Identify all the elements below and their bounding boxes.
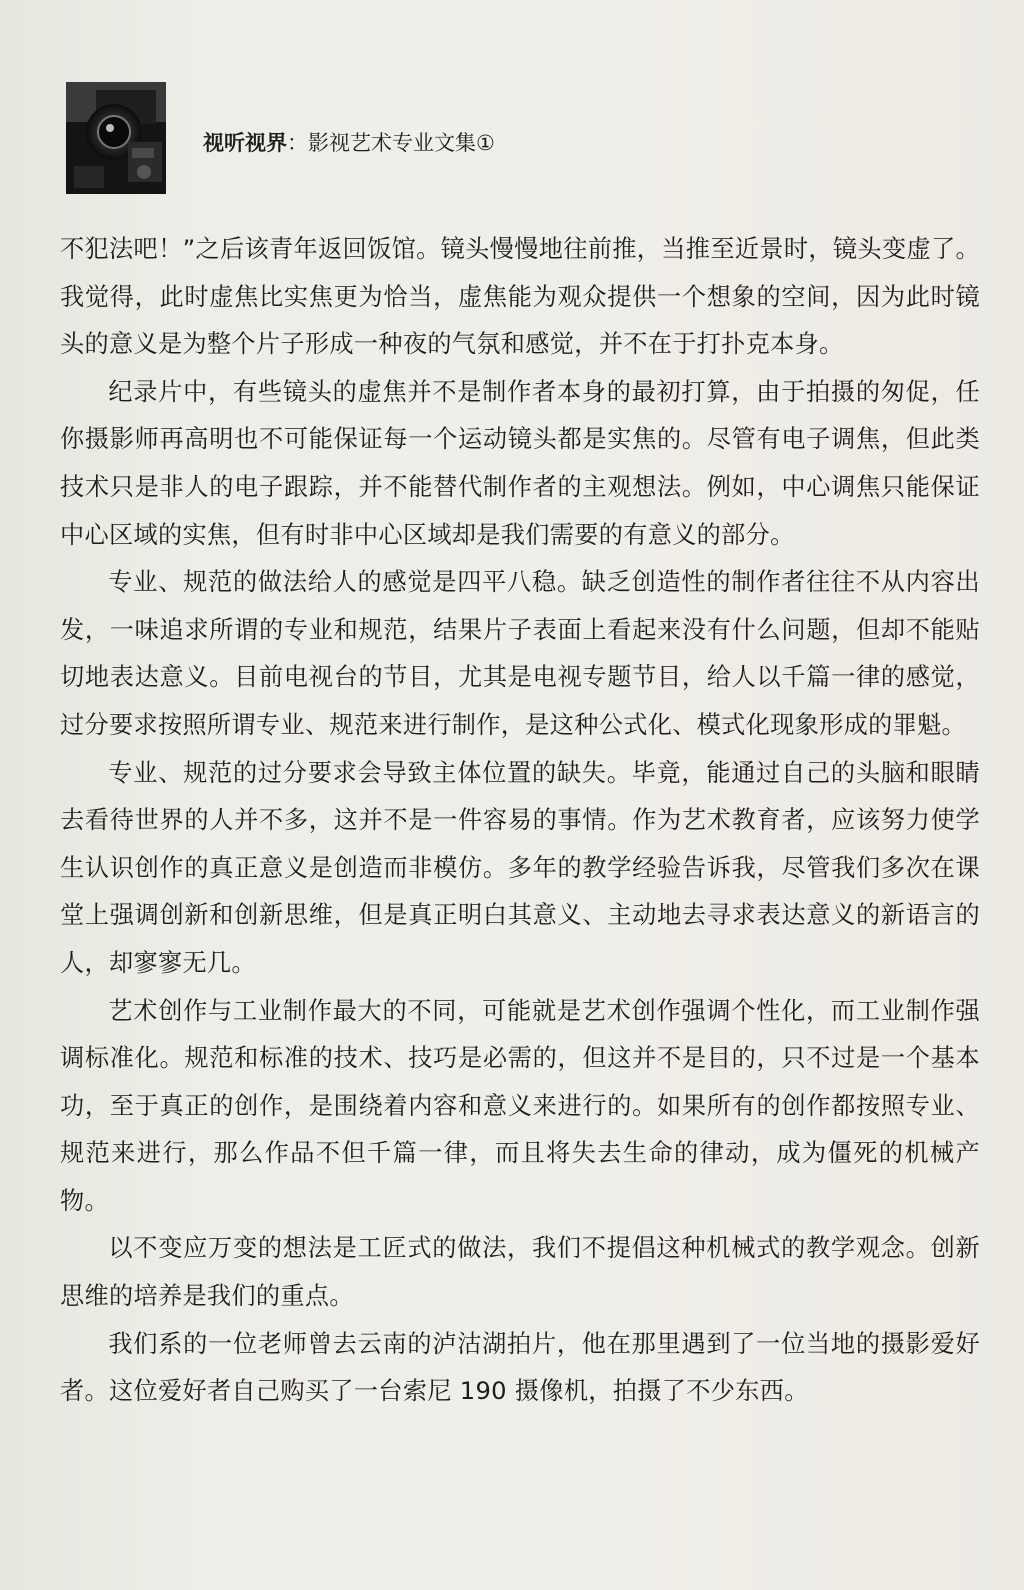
header-separator: ：: [287, 131, 308, 155]
paragraph-3: 专业、规范的做法给人的感觉是四平八稳。缺乏创造性的制作者往往不从内容出发，一味追求所谓的专业和规范，结果片子表面上看起来没有什么问题，但却不能贴切地表达意义。目前电视台的节目，尤其是电视专题节目，给人以千篇一律的感觉，过分要求按照所谓专业、规范来进行制作，是这种公式化、模式化现象形成的罪魁。: [60, 568, 980, 739]
body-text: [60, 226, 980, 1416]
series-title: 视听视界: [203, 131, 287, 155]
series-subtitle: 影视艺术专业文集①: [308, 131, 495, 155]
paragraph-5: 艺术创作与工业制作最大的不同，可能就是艺术创作强调个性化，而工业制作强调标准化。规范和标准的技术、技巧是必需的，但这并不是目的，只不过是一个基本功，至于真正的创作，是围绕着内容和意义来进行的。如果所有的创作都按照专业、规范来进行，那么作品不但千篇一律，而且将失去生命的律动，成为僵死的机械产物。: [60, 996, 980, 1215]
running-header: [203, 127, 495, 159]
camera-photo-icon: [66, 82, 166, 194]
camera-photo-graphic: [66, 82, 166, 194]
paragraph-6: 以不变应万变的想法是工匠式的做法，我们不提倡这种机械式的教学观念。创新思维的培养是我们的重点。: [60, 1234, 980, 1311]
paragraph-1: 不犯法吧！”之后该青年返回饭馆。镜头慢慢地往前推，当推至近景时，镜头变虚了。我觉得，此时虚焦比实焦更为恰当，虚焦能为观众提供一个想象的空间，因为此时镜头的意义是为整个片子形成一种夜的气氛和感觉，并不在于打扑克本身。: [60, 235, 980, 359]
paragraph-7: 我们系的一位老师曾去云南的泸沽湖拍片，他在那里遇到了一位当地的摄影爱好者。这位爱好者自己购买了一台索尼 190 摄像机，拍摄了不少东西。: [60, 1329, 980, 1406]
paragraph-2: 纪录片中，有些镜头的虚焦并不是制作者本身的最初打算，由于拍摄的匆促，任你摄影师再高明也不可能保证每一个运动镜头都是实焦的。尽管有电子调焦，但此类技术只是非人的电子跟踪，并不能替代制作者的主观想法。例如，中心调焦只能保证中心区域的实焦，但有时非中心区域却是我们需要的有意义的部分。: [60, 377, 980, 549]
paragraph-4: 专业、规范的过分要求会导致主体位置的缺失。毕竟，能通过自己的头脑和眼睛去看待世界的人并不多，这并不是一件容易的事情。作为艺术教育者，应该努力使学生认识创作的真正意义是创造而非模仿。多年的教学经验告诉我，尽管我们多次在课堂上强调创新和创新思维，但是真正明白其意义、主动地去寻求表达意义的新语言的人，却寥寥无几。: [60, 758, 980, 977]
